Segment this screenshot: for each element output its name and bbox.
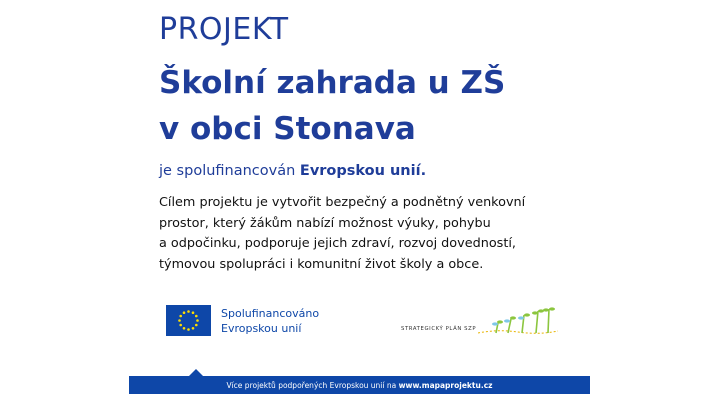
eu-logo-text: [221, 306, 319, 336]
footer-text: Více projektů podpořených Evropskou unií na: [226, 380, 397, 390]
footer-link[interactable]: www.mapaprojektu.cz: [398, 380, 493, 390]
footer-notch: [189, 369, 203, 376]
cofinanced-prefix: je spolufinancován: [159, 163, 300, 179]
description-line: Cílem projektu je vytvořit bezpečný a podnětný venkovní: [159, 195, 526, 210]
eu-flag-icon: [166, 305, 211, 336]
szp-logo: [401, 305, 561, 339]
kicker-text: PROJEKT: [159, 12, 289, 47]
cofinanced-eu: Evropskou unií.: [299, 163, 427, 179]
cofinanced-statement: [159, 163, 426, 179]
eu-logo-line-2: Evropskou unií: [221, 321, 302, 335]
project-description: [159, 193, 599, 275]
szp-logo-label: STRATEGICKÝ PLÁN SZP: [401, 326, 477, 332]
project-title: [159, 60, 505, 152]
description-line: prostor, který žákům nabízí možnost výuky, pohybu: [159, 215, 491, 231]
title-line-1: Školní zahrada u ZŠ: [159, 65, 506, 101]
eu-logo-line-1: Spolufinancováno: [221, 306, 320, 320]
footer-bar: [129, 376, 590, 394]
eu-logo: [166, 305, 319, 336]
title-line-2: v obci Stonava: [159, 111, 416, 147]
description-line: týmovou spolupráci i komunitní život školy a obce.: [159, 256, 484, 272]
description-line: a odpočinku, podporuje jejich zdraví, rozvoj dovedností,: [159, 236, 516, 251]
szp-plants-icon: [478, 305, 558, 339]
